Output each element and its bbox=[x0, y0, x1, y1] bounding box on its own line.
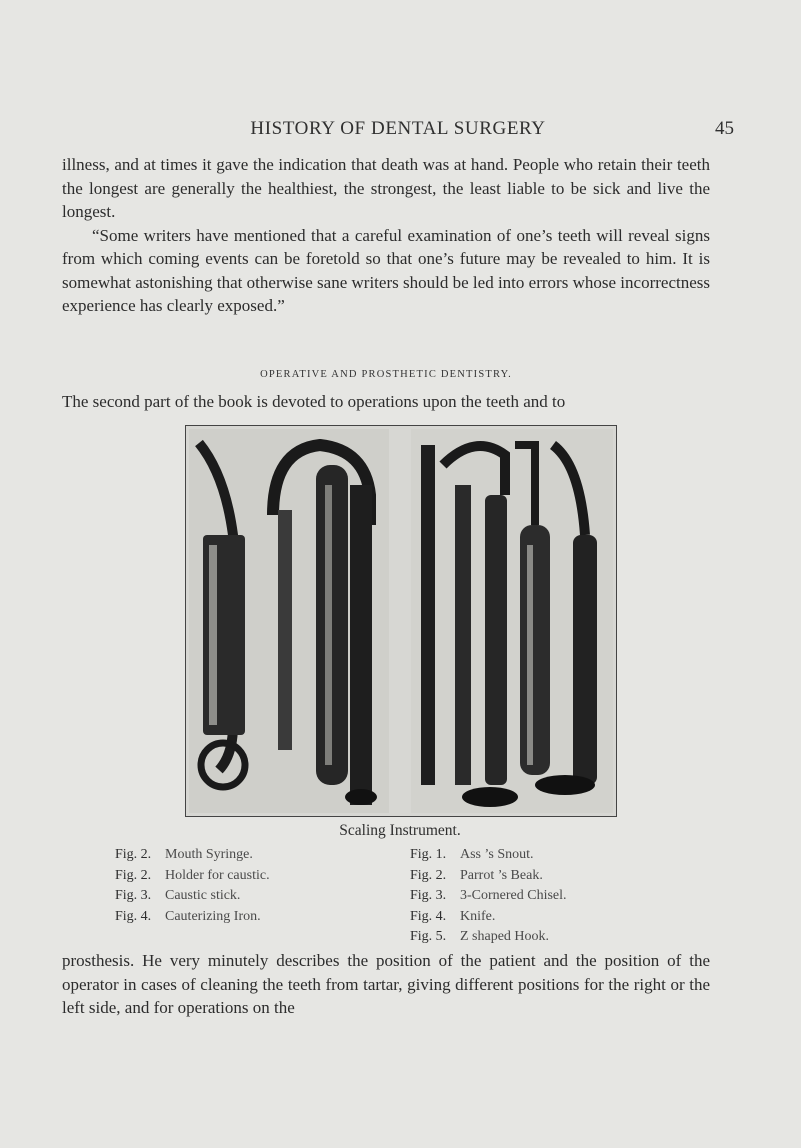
caption-item: Fig. 3. Caustic stick. bbox=[115, 888, 241, 903]
caption-item: Fig. 2. Parrot ’s Beak. bbox=[410, 867, 543, 883]
caption-right-column bbox=[410, 845, 567, 948]
body-text-top bbox=[62, 153, 710, 318]
page-number: 45 bbox=[715, 118, 734, 139]
caption-item: Fig. 1. Ass ’s Snout. bbox=[410, 847, 534, 862]
section-heading: OPERATIVE AND PROSTHETIC DENTISTRY. bbox=[260, 369, 512, 380]
caption-item: Fig. 2. Holder for caustic. bbox=[115, 867, 270, 883]
caption-item: Fig. 4. Cauterizing Iron. bbox=[115, 908, 261, 924]
caption-left-column bbox=[115, 845, 270, 927]
running-header bbox=[62, 118, 734, 144]
caption-item: Fig. 3. 3-Cornered Chisel. bbox=[410, 888, 567, 903]
figure-caption-title: Scaling Instrument. bbox=[339, 822, 461, 839]
running-title: HISTORY OF DENTAL SURGERY bbox=[250, 118, 546, 139]
caption-item: Fig. 4. Knife. bbox=[410, 908, 496, 924]
body-text-bottom bbox=[62, 949, 710, 1020]
paragraph-prosthesis: prosthesis. He very minutely describes the position of the patient and the position of the operator in cases of cleaning the teeth from tartar, giving different positions for the right or the left side, and for operations on the bbox=[62, 951, 710, 1017]
caption-item: Fig. 5. Z shaped Hook. bbox=[410, 929, 550, 944]
paragraph-illness: illness, and at times it gave the indication that death was at hand. People who retain their teeth the longest are generally the healthiest, the strongest, the least liable to be sick and live the longest. bbox=[62, 155, 710, 221]
body-text-intro bbox=[62, 390, 710, 414]
instrument-illustration bbox=[185, 425, 617, 817]
paragraph-second-part: The second part of the book is devoted to operations upon the teeth and to bbox=[62, 392, 566, 411]
paragraph-quote: “Some writers have mentioned that a careful examination of one’s teeth will reveal signs from which coming events can be foretold so that one’s future may be revealed to him. It is somewhat astonishing that otherwise sane writers should be led into errors whose incorrectness experience has clearly exposed.” bbox=[62, 225, 710, 315]
caption-item: Fig. 2. Mouth Syringe. bbox=[115, 847, 253, 862]
